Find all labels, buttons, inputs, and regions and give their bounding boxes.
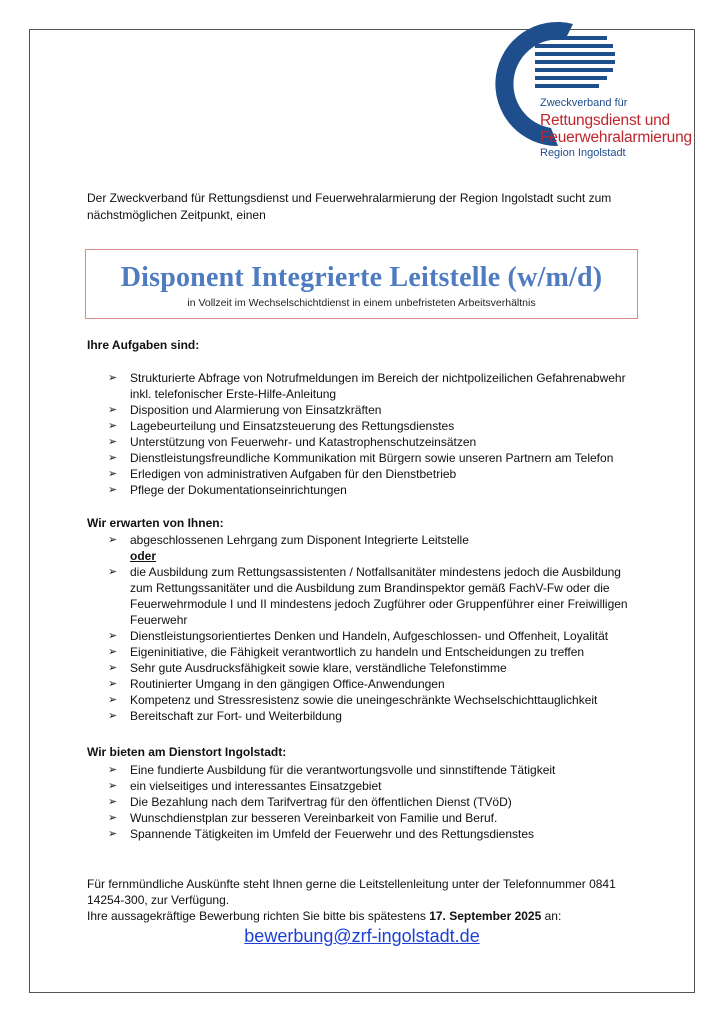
job-subtitle: in Vollzeit im Wechselschichtdienst in einem unbefristeten Arbeitsverhältnis: [187, 297, 536, 309]
logo-line1: Zweckverband für: [540, 97, 628, 109]
expect-list: [108, 532, 638, 724]
arrow-bullet-icon: ➢: [108, 452, 118, 464]
arrow-bullet-icon: ➢: [108, 468, 118, 480]
closing-text: [87, 876, 647, 924]
oder-label: oder: [130, 549, 157, 563]
deadline-date: 17. September 2025: [429, 909, 542, 923]
tasks-list: [108, 370, 638, 498]
list-item: ➢ Pflege der Dokumentationseinrichtungen: [108, 483, 347, 497]
job-title: Disponent Integrierte Leitstelle (w/m/d): [120, 262, 603, 293]
expect-heading: Wir erwarten von Ihnen:: [87, 516, 224, 530]
arrow-bullet-icon: ➢: [108, 404, 118, 416]
list-item: ➢ Disposition und Alarmierung von Einsatzkräften: [108, 403, 382, 417]
application-email-link[interactable]: bewerbung@zrf-ingolstadt.de: [244, 926, 480, 946]
arrow-bullet-icon: ➢: [108, 764, 118, 776]
arrow-bullet-icon: ➢: [108, 436, 118, 448]
arrow-bullet-icon: ➢: [108, 780, 118, 792]
arrow-bullet-icon: ➢: [108, 646, 118, 658]
deadline-sentence: Ihre aussagekräftige Bewerbung richten Sie bitte bis spätestens 17. September 2025 an:: [87, 909, 562, 923]
list-item: ➢ Bereitschaft zur Fort- und Weiterbildung: [108, 709, 342, 723]
list-item: ➢ Dienstleistungsorientiertes Denken und Handeln, Aufgeschlossen- und Offenheit, Loyalität: [108, 629, 609, 643]
arrow-bullet-icon: ➢: [108, 710, 118, 722]
arrow-bullet-icon: ➢: [108, 694, 118, 706]
list-item: ➢ Eigeninitiative, die Fähigkeit verantwortlich zu handeln und Entscheidungen zu treffen: [108, 645, 585, 659]
list-item: ➢ Eine fundierte Ausbildung für die verantwortungsvolle und sinnstiftende Tätigkeit: [108, 763, 556, 777]
arrow-bullet-icon: ➢: [108, 662, 118, 674]
list-item: ➢ Die Bezahlung nach dem Tarifvertrag für den öffentlichen Dienst (TVöD): [108, 795, 512, 809]
tasks-heading: Ihre Aufgaben sind:: [87, 338, 200, 352]
list-item: ➢ die Ausbildung zum Rettungsassistenten / Notfallsanitäter mindestens jedoch die Ausbildung zum Rettungssanitäter und die Ausbildung zum Brandinspektor gemäß FachV-Fw oder die Feuerwehrmodule I und II mindestens jedoch Zugführer oder Gruppenführer einer Freiwilligen Feuerwehr: [108, 565, 628, 627]
logo-line4: Region Ingolstadt: [540, 147, 626, 159]
contact-info: Für fernmündliche Auskünfte steht Ihnen gerne die Leitstellenleitung unter der Telefonnummer 0841 14254-300, zur Verfügung.: [87, 877, 616, 907]
arrow-bullet-icon: ➢: [108, 630, 118, 642]
arrow-bullet-icon: ➢: [108, 678, 118, 690]
offer-heading: Wir bieten am Dienstort Ingolstadt:: [87, 745, 287, 759]
intro-text: Der Zweckverband für Rettungsdienst und Feuerwehralarmierung der Region Ingolstadt sucht zum nächstmöglichen Zeitpunkt, einen: [87, 191, 612, 222]
logo-line3: Feuerwehralarmierung: [540, 129, 692, 146]
arrow-bullet-icon: ➢: [108, 828, 118, 840]
logo-text: [540, 98, 692, 159]
list-item: ➢ Strukturierte Abfrage von Notrufmeldungen im Bereich der nichtpolizeilichen Gefahrenabwehr inkl. telefonischer Erste-Hilfe-Anleitung: [108, 371, 626, 401]
list-item: ➢ Kompetenz und Stressresistenz sowie die uneingeschränkte Wechselschichttauglichkeit: [108, 693, 598, 707]
list-item: ➢ ein vielseitiges und interessantes Einsatzgebiet: [108, 779, 382, 793]
list-item: ➢ Lagebeurteilung und Einsatzsteuerung des Rettungsdienstes: [108, 419, 455, 433]
arrow-bullet-icon: ➢: [108, 484, 118, 496]
list-item: ➢ abgeschlossenen Lehrgang zum Disponent Integrierte Leitstelle oder: [108, 533, 469, 563]
list-item: ➢ Routinierter Umgang in den gängigen Office-Anwendungen: [108, 677, 445, 691]
arrow-bullet-icon: ➢: [108, 420, 118, 432]
arrow-bullet-icon: ➢: [108, 566, 118, 578]
list-item: ➢ Dienstleistungsfreundliche Kommunikation mit Bürgern sowie unseren Partnern am Telefon: [108, 451, 614, 465]
offer-list: [108, 762, 638, 842]
list-item: ➢ Unterstützung von Feuerwehr- und Katastrophenschutzeinsätzen: [108, 435, 477, 449]
list-item: ➢ Wunschdienstplan zur besseren Vereinbarkeit von Familie und Beruf.: [108, 811, 498, 825]
list-item: ➢ Sehr gute Ausdrucksfähigkeit sowie klare, verständliche Telefonstimme: [108, 661, 507, 675]
arrow-bullet-icon: ➢: [108, 812, 118, 824]
logo-line2: Rettungsdienst und: [540, 112, 670, 129]
arrow-bullet-icon: ➢: [108, 796, 118, 808]
list-item: ➢ Erledigen von administrativen Aufgaben für den Dienstbetrieb: [108, 467, 457, 481]
job-title-box: [85, 249, 638, 319]
list-item: ➢ Spannende Tätigkeiten im Umfeld der Feuerwehr und des Rettungsdienstes: [108, 827, 535, 841]
document-frame: [29, 29, 695, 993]
arrow-bullet-icon: ➢: [108, 372, 118, 384]
arrow-bullet-icon: ➢: [108, 534, 118, 546]
logo-stripes-icon: [535, 36, 615, 88]
